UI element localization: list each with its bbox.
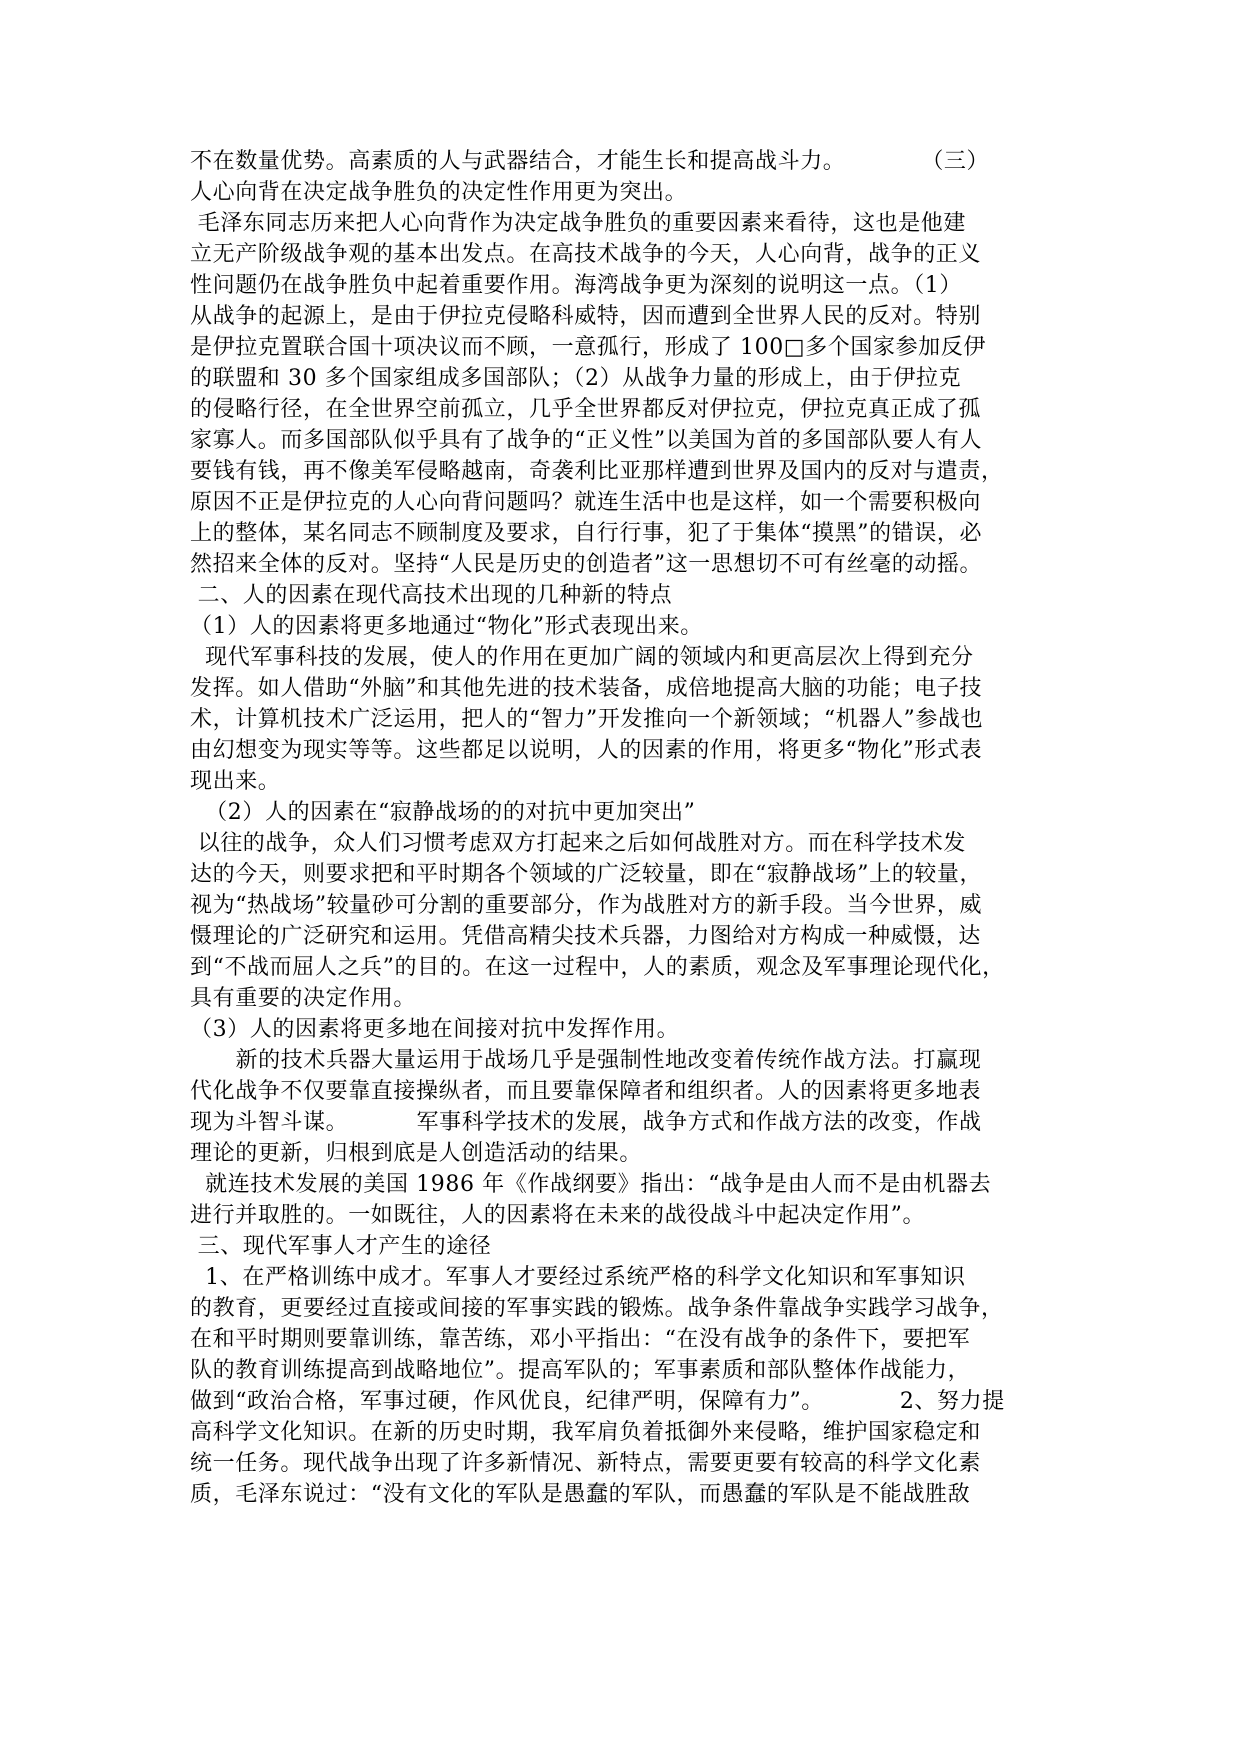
subsection-heading: （1）人的因素将更多地通过“物化”形式表现出来。 <box>190 614 703 639</box>
text-line: 的侵略行径，在全世界空前孤立，几乎全世界都反对伊拉克，伊拉克真正成了孤 <box>190 397 982 422</box>
text-line: 的联盟和 30 多个国家组成多国部队；（2）从战争力量的形成上，由于伊拉克 <box>190 366 962 391</box>
text-line: 做到“政治合格，军事过硬，作风优良，纪律严明，保障有力”。 2、努力提 <box>190 1389 1005 1414</box>
text-line: 视为“热战场”较量砂可分割的重要部分，作为战胜对方的新手段。当今世界，威 <box>190 893 983 918</box>
text-line: 毛泽东同志历来把人心向背作为决定战争胜负的重要因素来看待，这也是他建 <box>190 211 966 236</box>
section-heading: 三、现代军事人才产生的途径 <box>190 1234 492 1259</box>
text-line: 现代军事科技的发展，使人的作用在更加广阔的领域内和更高层次上得到充分 <box>190 645 974 670</box>
text-line: 在和平时期则要靠训练，靠苦练，邓小平指出：“在没有战争的条件下，要把军 <box>190 1327 971 1352</box>
subsection-heading: （3）人的因素将更多地在间接对抗中发挥作用。 <box>190 1017 680 1042</box>
text-line: 高科学文化知识。在新的历史时期，我军肩负着抵御外来侵略，维护国家稳定和 <box>190 1420 982 1445</box>
text-line: 进行并取胜的。一如既往，人的因素将在未来的战役战斗中起决定作用”。 <box>190 1203 926 1228</box>
text-line: 质，毛泽东说过：“没有文化的军队是愚蠢的军队，而愚蠢的军队是不能战胜敌 <box>190 1482 971 1507</box>
text-line: 人心向背在决定战争胜负的决定性作用更为突出。 <box>190 180 688 205</box>
text-line: 队的教育训练提高到战略地位”。提高军队的；军事素质和部队整体作战能力， <box>190 1358 971 1383</box>
text-line: 从战争的起源上，是由于伊拉克侵略科威特，因而遭到全世界人民的反对。特别 <box>190 304 982 329</box>
text-line: 现为斗智斗谋。 军事科学技术的发展，战争方式和作战方法的改变，作战 <box>190 1110 982 1135</box>
text-line: 理论的更新，归根到底是人创造活动的结果。 <box>190 1141 643 1166</box>
document-body <box>190 146 1050 1510</box>
text-line: 现出来。 <box>190 769 281 794</box>
text-line: 不在数量优势。高素质的人与武器结合，才能生长和提高战斗力。 （三） <box>190 149 990 174</box>
text-line: 以往的战争，众人们习惯考虑双方打起来之后如何战胜对方。而在科学技术发 <box>190 831 966 856</box>
text-line: 就连技术发展的美国 1986 年《作战纲要》指出：“战争是由人而不是由机器去 <box>190 1172 992 1197</box>
subsection-heading: （2）人的因素在“寂静战场的的对抗中更加突出” <box>190 800 696 825</box>
text-line: 然招来全体的反对。坚持“人民是历史的创造者”这一思想切不可有丝毫的动摇。 <box>190 552 983 577</box>
text-line: 由幻想变为现实等等。这些都足以说明，人的因素的作用，将更多“物化”形式表 <box>190 738 983 763</box>
text-line: 发挥。如人借助“外脑”和其他先进的技术装备，成倍地提高大脑的功能；电子技 <box>190 676 983 701</box>
text-line: 具有重要的决定作用。 <box>190 986 417 1011</box>
text-line: 原因不正是伊拉克的人心向背问题吗？就连生活中也是这样，如一个需要积极向 <box>190 490 982 515</box>
text-line: 要钱有钱，再不像美军侵略越南，奇袭利比亚那样遭到世界及国内的反对与遣责， <box>190 459 1004 484</box>
text-line: 是伊拉克置联合国十项决议而不顾，一意孤行，形成了 100□多个国家参加反伊 <box>190 335 986 360</box>
text-line: 1、在严格训练中成才。军事人才要经过系统严格的科学文化知识和军事知识 <box>190 1265 966 1290</box>
section-heading: 二、人的因素在现代高技术出现的几种新的特点 <box>190 583 673 608</box>
text-line: 达的今天，则要求把和平时期各个领域的广泛较量，即在“寂静战场”上的较量， <box>190 862 983 887</box>
text-line: 慑理论的广泛研究和运用。凭借高精尖技术兵器，力图给对方构成一种威慑，达 <box>190 924 982 949</box>
text-line: 术，计算机技术广泛运用，把人的“智力”开发推向一个新领域；“机器人”参战也 <box>190 707 984 732</box>
text-line: 上的整体，某名同志不顾制度及要求，自行行事，犯了于集体“摸黑”的错误，必 <box>190 521 983 546</box>
text-line: 家寡人。而多国部队似乎具有了战争的“正义性”以美国为首的多国部队要人有人 <box>190 428 983 453</box>
text-line: 的教育，更要经过直接或间接的军事实践的锻炼。战争条件靠战争实践学习战争， <box>190 1296 1004 1321</box>
text-line: 到“不战而屈人之兵”的目的。在这一过程中，人的素质，观念及军事理论现代化， <box>190 955 1005 980</box>
text-line: 统一任务。现代战争出现了许多新情况、新特点，需要更要有较高的科学文化素 <box>190 1451 982 1476</box>
text-line: 新的技术兵器大量运用于战场几乎是强制性地改变着传统作战方法。打赢现 <box>190 1048 982 1073</box>
text-line: 代化战争不仅要靠直接操纵者，而且要靠保障者和组织者。人的因素将更多地表 <box>190 1079 982 1104</box>
text-line: 立无产阶级战争观的基本出发点。在高技术战争的今天，人心向背，战争的正义 <box>190 242 982 267</box>
text-line: 性问题仍在战争胜负中起着重要作用。海湾战争更为深刻的说明这一点。（1） <box>190 273 962 298</box>
